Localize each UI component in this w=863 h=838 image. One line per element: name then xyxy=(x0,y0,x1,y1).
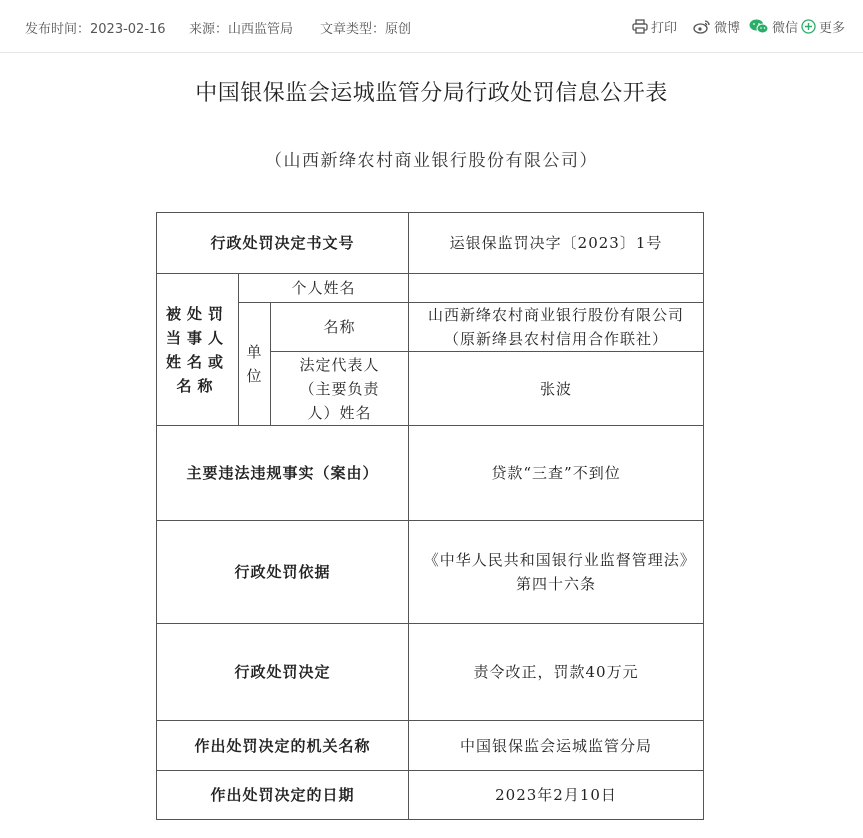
table-row xyxy=(157,426,704,521)
source-label: 来源： xyxy=(189,22,229,37)
table-row xyxy=(157,721,704,771)
table-row xyxy=(157,303,704,352)
basis-label: 行政处罚依据 xyxy=(157,521,409,624)
table-row xyxy=(157,771,704,820)
article-type-value: 原创 xyxy=(385,22,412,37)
basis-value: 《中华人民共和国银行业监督管理法》第四十六条 xyxy=(409,521,704,624)
print-label: 打印 xyxy=(651,21,678,36)
wechat-label: 微信 xyxy=(772,21,799,36)
decision-value: 责令改正，罚款40万元 xyxy=(409,624,704,721)
party-label: 被处罚当事人姓名或名称 xyxy=(157,274,239,426)
weibo-label: 微博 xyxy=(714,21,741,36)
article-type-label: 文章类型： xyxy=(320,22,386,37)
more-share-button[interactable] xyxy=(801,17,845,36)
legal-rep-value: 张波 xyxy=(409,352,704,426)
more-label: 更多 xyxy=(819,21,846,36)
source xyxy=(189,18,293,37)
table-row xyxy=(157,521,704,624)
weibo-icon xyxy=(693,19,711,34)
personal-name-label: 个人姓名 xyxy=(239,274,409,303)
publish-time xyxy=(25,18,166,37)
facts-value: 贷款“三查”不到位 xyxy=(409,426,704,521)
weibo-share-button[interactable] xyxy=(693,17,740,36)
penalty-info-table xyxy=(156,212,704,820)
legal-rep-label: 法定代表人（主要负责人）姓名 xyxy=(271,352,409,426)
date-value: 2023年2月10日 xyxy=(409,771,704,820)
more-plus-icon xyxy=(801,19,816,34)
name-label: 名称 xyxy=(271,303,409,352)
doc-no-label: 行政处罚决定书文号 xyxy=(157,213,409,274)
page-subtitle: （山西新绛农村商业银行股份有限公司） xyxy=(265,151,598,171)
publish-time-value: 2023-02-16 xyxy=(90,22,166,37)
doc-no-value: 运银保监罚决字〔2023〕1号 xyxy=(409,213,704,274)
facts-label: 主要违法违规事实（案由） xyxy=(157,426,409,521)
wechat-icon xyxy=(749,19,769,34)
decision-label: 行政处罚决定 xyxy=(157,624,409,721)
table-row xyxy=(157,624,704,721)
authority-value: 中国银保监会运城监管分局 xyxy=(409,721,704,771)
wechat-share-button[interactable] xyxy=(749,17,798,36)
print-button[interactable] xyxy=(632,17,677,36)
publish-time-label: 发布时间： xyxy=(25,22,91,37)
printer-icon xyxy=(632,19,648,34)
article-meta-bar xyxy=(0,0,863,53)
article-type xyxy=(320,18,411,37)
name-value: 山西新绛农村商业银行股份有限公司（原新绛县农村信用合作联社） xyxy=(409,303,704,352)
page-title: 中国银保监会运城监管分局行政处罚信息公开表 xyxy=(195,81,668,106)
date-label: 作出处罚决定的日期 xyxy=(157,771,409,820)
source-value: 山西监管局 xyxy=(228,22,294,37)
unit-label: 单位 xyxy=(239,303,271,426)
authority-label: 作出处罚决定的机关名称 xyxy=(157,721,409,771)
table-row xyxy=(157,274,704,303)
personal-name-value xyxy=(409,274,704,303)
table-row xyxy=(157,213,704,274)
